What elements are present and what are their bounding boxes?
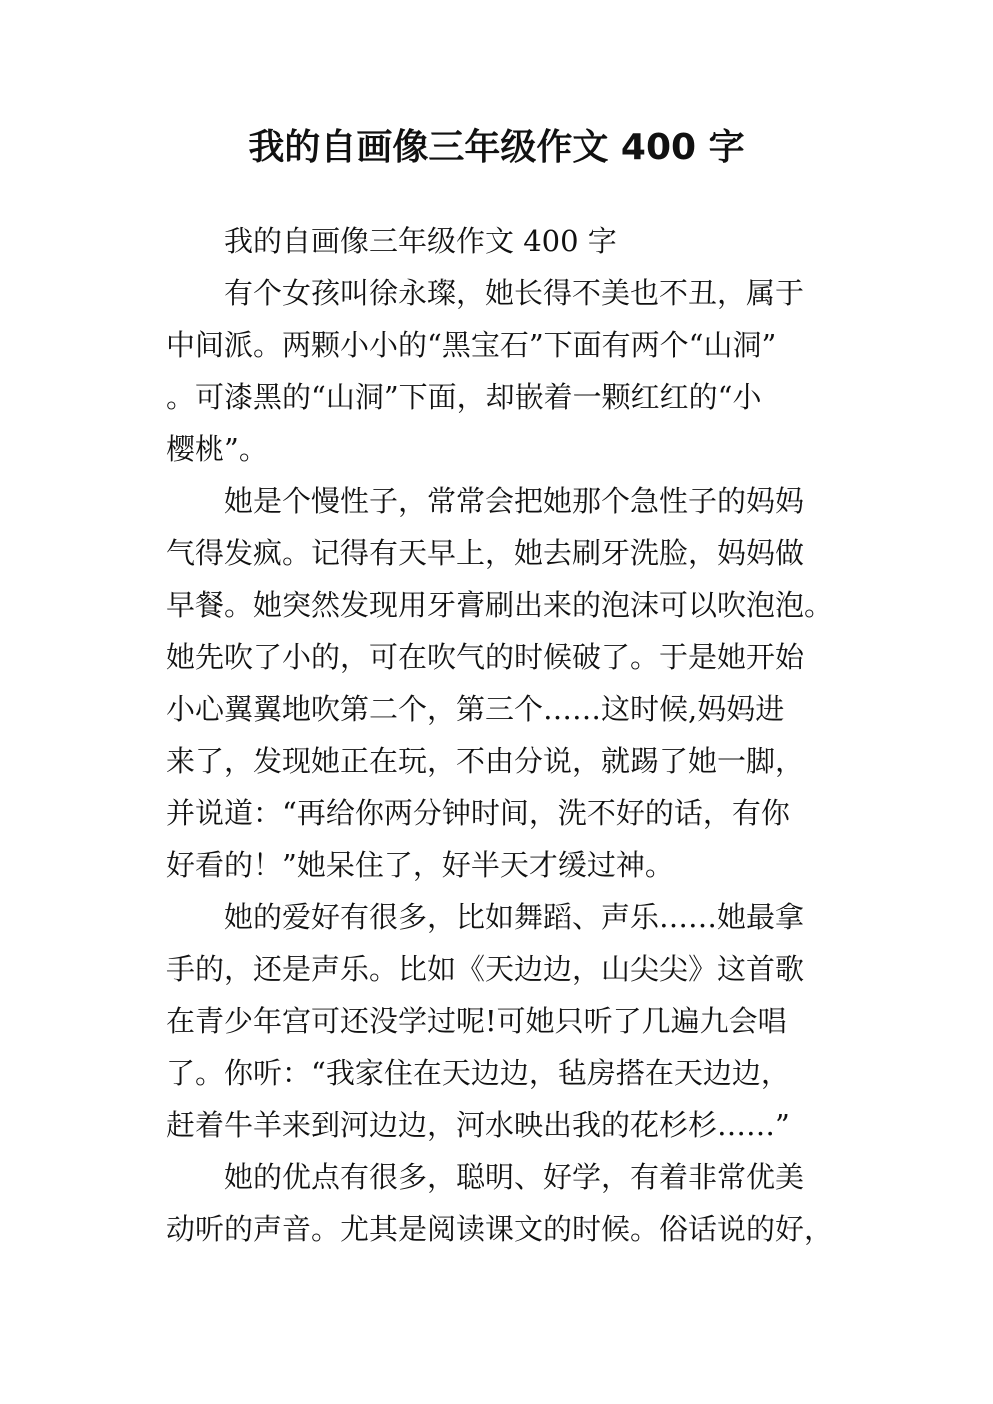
paragraph-1 xyxy=(166,215,846,267)
paragraph-line: 气得发疯。记得有天早上，她去刷牙洗脸，妈妈做 xyxy=(166,536,805,570)
paragraph-line: 她的爱好有很多，比如舞蹈、声乐……她最拿 xyxy=(224,900,805,934)
paragraph-2 xyxy=(166,267,846,475)
paragraph-line: 了。你听：“我家住在天边边，毡房搭在天边边， xyxy=(166,1056,790,1090)
paragraph-5 xyxy=(166,1151,846,1255)
paragraph-4 xyxy=(166,891,846,1151)
paragraph-line: 好看的！”她呆住了，好半天才缓过神。 xyxy=(166,848,674,882)
paragraph-line: 。可漆黑的“山洞”下面，却嵌着一颗红红的“小 xyxy=(166,380,762,414)
paragraph-line: 中间派。两颗小小的“黑宝石”下面有两个“山洞” xyxy=(166,328,777,362)
paragraph-line: 她是个慢性子，常常会把她那个急性子的妈妈 xyxy=(224,484,805,518)
paragraph-line: 早餐。她突然发现用牙膏刷出来的泡沫可以吹泡泡。 xyxy=(166,588,834,622)
paragraph-line: 并说道：“再给你两分钟时间，洗不好的话，有你 xyxy=(166,796,790,830)
document-body xyxy=(166,215,846,1255)
paragraph-line: 有个女孩叫徐永璨，她长得不美也不丑，属于 xyxy=(224,276,805,310)
paragraph-line: 手的，还是声乐。比如《天边边，山尖尖》这首歌 xyxy=(166,952,805,986)
paragraph-line: 我的自画像三年级作文 400 字 xyxy=(224,224,617,258)
paragraph-line: 她的优点有很多，聪明、好学，有着非常优美 xyxy=(224,1160,805,1194)
paragraph-line: 她先吹了小的，可在吹气的时候破了。于是她开始 xyxy=(166,640,805,674)
paragraph-line: 动听的声音。尤其是阅读课文的时候。俗话说的好， xyxy=(166,1212,834,1246)
paragraph-line: 小心翼翼地吹第二个，第三个……这时候,妈妈进 xyxy=(166,692,785,726)
paragraph-line: 樱桃”。 xyxy=(166,432,268,466)
paragraph-line: 赶着牛羊来到河边边，河水映出我的花杉杉……” xyxy=(166,1108,790,1142)
paragraph-3 xyxy=(166,475,846,891)
paragraph-line: 在青少年宫可还没学过呢!可她只听了几遍九会唱 xyxy=(166,1004,787,1038)
paragraph-line: 来了，发现她正在玩，不由分说，就踢了她一脚， xyxy=(166,744,805,778)
document-title: 我的自画像三年级作文 400 字 xyxy=(248,127,745,168)
